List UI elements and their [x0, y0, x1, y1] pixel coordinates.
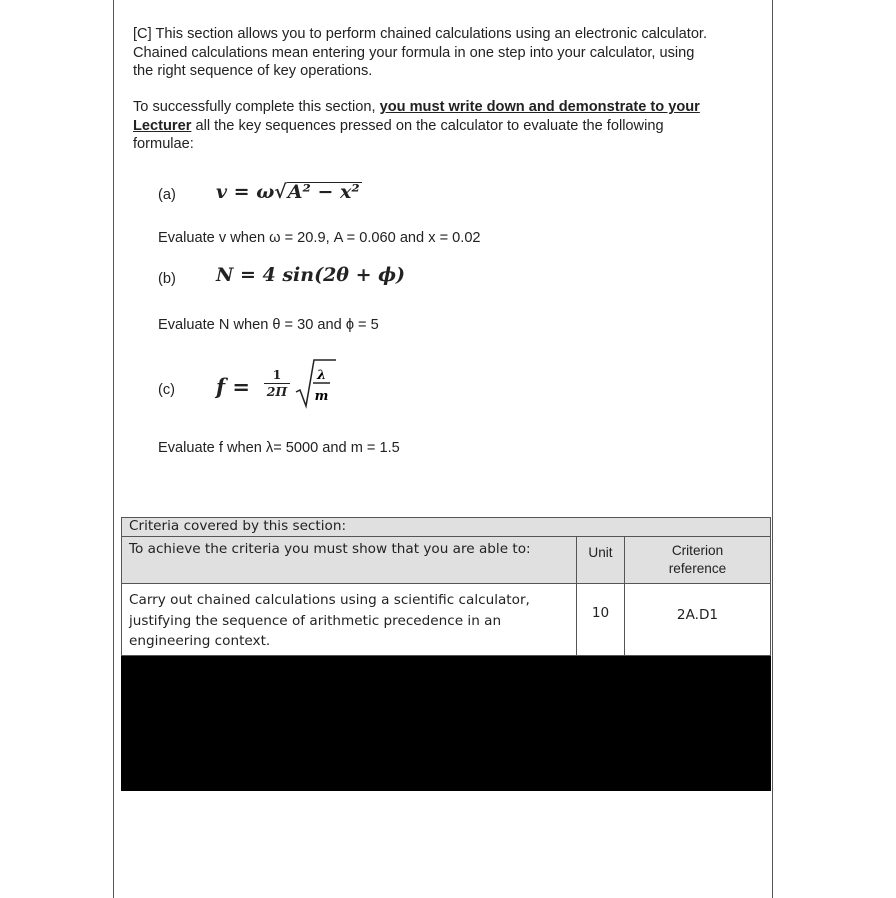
- criteria-title: Criteria covered by this section:: [122, 518, 771, 537]
- formula-c-evaluate: Evaluate f when λ= 5000 and m = 1.5: [158, 440, 400, 456]
- radical-numerator: λ: [316, 368, 327, 383]
- intro-line: the right sequence of key operations.: [133, 63, 373, 79]
- criteria-row-text: [122, 584, 577, 656]
- criteria-row-line: justifying the sequence of arithmetic precedence in an: [129, 612, 502, 629]
- formula-a-radicand: A² − x²: [287, 181, 360, 203]
- frac-numerator: 1: [264, 367, 290, 384]
- instructions-paragraph: [133, 98, 763, 154]
- criteria-header-reference: [625, 537, 771, 584]
- intro-line: Chained calculations mean entering your formula in one step into your calculator, using: [133, 44, 695, 61]
- formula-c-radical: [294, 358, 338, 410]
- formula-a-coef: ω: [256, 181, 275, 203]
- frac-denominator: 2Π: [266, 384, 288, 399]
- criteria-header-unit: Unit: [577, 537, 625, 584]
- formula-a: [216, 181, 362, 203]
- criteria-row-line: Carry out chained calculations using a scientific calculator,: [129, 592, 530, 608]
- formula-a-evaluate: Evaluate v when ω = 20.9, A = 0.060 and x = 0.02: [158, 230, 481, 246]
- formula-b: N = 4 sin(2θ + ϕ): [216, 264, 405, 286]
- instructions-tail-2: formulae:: [133, 136, 194, 152]
- instructions-emphasis: you must write down and demonstrate to your: [379, 99, 700, 115]
- formula-c-label: (c): [158, 382, 176, 398]
- formula-c-fraction: [264, 367, 290, 399]
- instructions-lead: To successfully complete this section,: [133, 99, 380, 115]
- criteria-row-unit: 10: [577, 584, 625, 656]
- criteria-table: [121, 517, 771, 656]
- redacted-block: [121, 656, 771, 791]
- sqrt-symbol: √: [274, 181, 287, 203]
- intro-line: [C] This section allows you to perform chained calculations using an electronic calculator.: [133, 26, 708, 42]
- intro-paragraph: [133, 25, 763, 81]
- instructions-emphasis-lecturer: Lecturer: [133, 117, 192, 134]
- criteria-header-text: To achieve the criteria you must show that you are able to:: [122, 537, 577, 584]
- criteria-header-ref-line: Criterion: [671, 543, 724, 558]
- criteria-row-reference: 2A.D1: [625, 584, 771, 656]
- formula-b-evaluate: Evaluate N when θ = 30 and ϕ = 5: [158, 317, 379, 333]
- formula-b-label: (b): [158, 271, 176, 287]
- instructions-tail: all the key sequences pressed on the calculator to evaluate the following: [191, 117, 664, 134]
- formula-c-lhs: f =: [216, 374, 250, 399]
- formula-a-lhs: v =: [216, 181, 250, 203]
- criteria-header-ref-line: reference: [668, 561, 727, 576]
- formula-a-label: (a): [158, 187, 176, 203]
- radical-denominator: m: [314, 389, 329, 404]
- criteria-row-line: engineering context.: [129, 633, 271, 649]
